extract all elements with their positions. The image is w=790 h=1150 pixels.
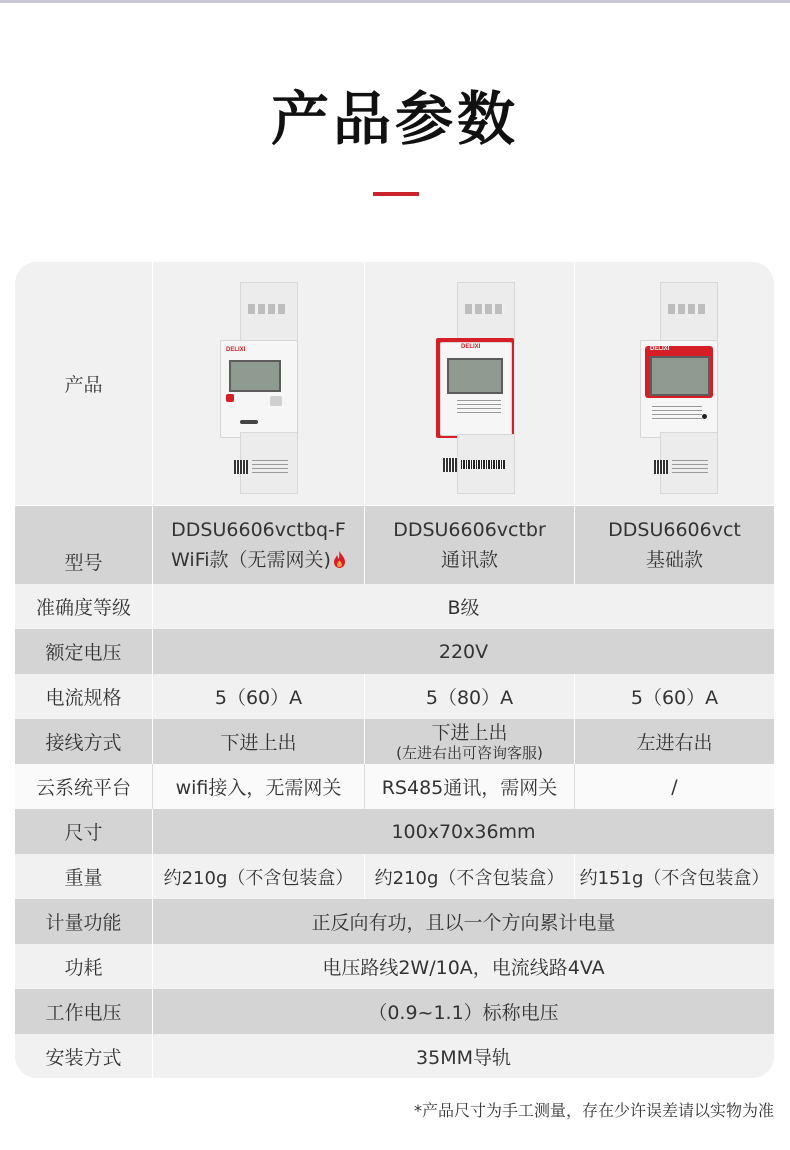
variant-1-wrap	[171, 545, 346, 575]
wiring-value-2: 下进上出	[431, 721, 508, 744]
product-image-rs485	[437, 282, 587, 492]
label-installation: 安装方式	[45, 1046, 122, 1069]
cloud-value-1: wifi接入，无需网关	[175, 777, 342, 799]
row-model	[15, 506, 774, 584]
variant-name-3: 基础款	[645, 549, 703, 571]
label-metering: 计量功能	[45, 912, 122, 934]
weight-value-3: 约151g（不含包装盒）	[579, 867, 770, 889]
logo-delixi-2: DELIXI	[461, 344, 481, 350]
current-value-2: 5（80）A	[425, 687, 514, 709]
row-power	[15, 944, 774, 989]
spec-table	[15, 262, 774, 1078]
current-value-1: 5（60）A	[214, 687, 303, 709]
row-metering	[15, 899, 774, 944]
accuracy-value: B级	[447, 597, 480, 619]
label-model: 型号	[64, 551, 103, 574]
page-title: 产品参数	[270, 85, 519, 153]
operating-voltage-value: （0.9~1.1）标称电压	[368, 1002, 559, 1024]
logo-delixi-3: DELIXI	[650, 346, 670, 352]
model-cell-1	[153, 506, 364, 584]
variant-name-2: 通讯款	[440, 549, 498, 571]
row-operating-voltage	[15, 989, 774, 1034]
wiring-value-1: 下进上出	[220, 732, 297, 754]
title-underline	[373, 192, 419, 196]
installation-value: 35MM导轨	[416, 1046, 511, 1069]
model-name-1: DDSU6606vctbq-F	[171, 519, 346, 541]
model-name-2: DDSU6606vctbr	[393, 519, 546, 541]
label-wiring: 接线方式	[45, 732, 122, 754]
current-value-3: 5（60）A	[630, 687, 719, 709]
variant-name-1: WiFi款（无需网关)	[171, 549, 331, 571]
label-weight: 重量	[64, 867, 103, 889]
cloud-value-3: /	[671, 775, 678, 798]
row-voltage	[15, 629, 774, 674]
model-cell-2	[365, 506, 574, 584]
model-cell-3	[575, 506, 774, 584]
fire-icon	[333, 551, 346, 568]
label-power: 功耗	[64, 957, 103, 979]
row-wiring	[15, 719, 774, 764]
top-border	[0, 0, 790, 3]
label-cloud: 云系统平台	[35, 777, 131, 799]
row-product	[15, 262, 774, 505]
cloud-value-2: RS485通讯，需网关	[381, 777, 558, 799]
footnote: *产品尺寸为手工测量，存在少许误差请以实物为准	[413, 1101, 774, 1120]
label-product: 产品	[64, 374, 103, 396]
size-value: 100x70x36mm	[391, 820, 536, 843]
row-weight	[15, 854, 774, 899]
power-value: 电压路线2W/10A，电流线路4VA	[322, 957, 605, 979]
product-image-basic	[640, 282, 774, 492]
label-operating-voltage: 工作电压	[45, 1002, 122, 1024]
weight-value-1: 约210g（不含包装盒）	[163, 867, 354, 889]
voltage-value: 220V	[438, 640, 489, 663]
model-name-3: DDSU6606vct	[608, 519, 741, 541]
logo-delixi: DELIXI	[226, 347, 246, 353]
product-image-wifi	[220, 282, 370, 492]
weight-value-2: 约210g（不含包装盒）	[374, 867, 565, 889]
row-accuracy	[15, 584, 774, 629]
label-size: 尺寸	[64, 822, 103, 844]
wiring-cell-2	[365, 719, 574, 764]
metering-value: 正反向有功，且以一个方向累计电量	[311, 912, 616, 934]
label-voltage: 额定电压	[45, 642, 122, 664]
label-current: 电流规格	[45, 687, 122, 709]
wiring-value-3: 左进右出	[636, 732, 713, 754]
row-cloud	[15, 764, 774, 809]
row-installation	[15, 1034, 774, 1078]
label-accuracy: 准确度等级	[35, 597, 131, 619]
wiring-note-2: (左进右出可咨询客服)	[396, 743, 543, 762]
row-current	[15, 674, 774, 719]
row-size	[15, 809, 774, 854]
